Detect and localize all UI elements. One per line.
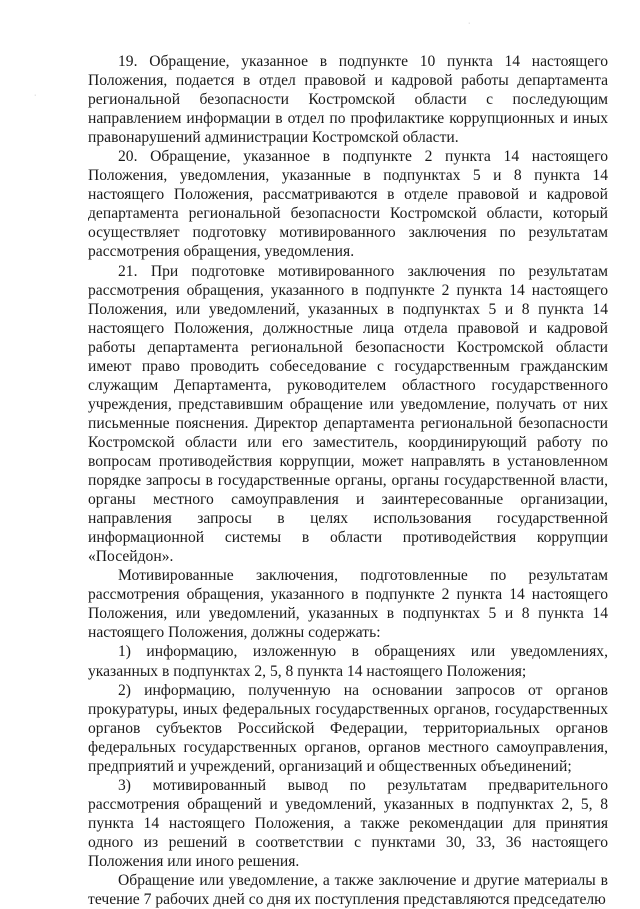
paragraph-conclusions-intro: Мотивированные заключения, подготовленные по результатам рассмотрения обращения, указанного в подпункте 2 пункта 14 настоящего Положения, или уведомлений, указанных в подпунктах 5 и 8 пункта 14 настоящего Положения, должны содержать: bbox=[88, 567, 608, 642]
list-item-2: 2) информацию, полученную на основании запросов от органов прокуратуры, иных федеральных государственных органов, государственных органов субъектов Российской Федерации, территориальных органов федеральных государственных органов, органов местного самоуправления, предприятий и учреждений, организаций и общественных объединений; bbox=[88, 681, 608, 775]
paragraph-materials: Обращение или уведомление, а также заключение и другие материалы в течение 7 рабочих дней со дня их поступления представляются председателю bbox=[88, 872, 608, 909]
paragraph-21: 21. При подготовке мотивированного заключения по результатам рассмотрения обращения, указанного в подпункте 2 пункта 14 настоящего Положения, или уведомлений, указанных в подпунктах 5 и 8 пункта 14 настоящего Положения, должностные лица отдела правовой и кадровой работы департамента региональной безопасности Костромской области имеют право проводить собеседование с государственным гражданским служащим Департамента, руководителем областного государственного учреждения, представившим обращение или уведомление, получать от них письменные пояснения. Директор департамента региональной безопасности Костромской области или его заместитель, координирующий работу по вопросам противодействия коррупции, может направлять в установленном порядке запросы в государственные органы, органы государственной власти, органы местного самоуправления и заинтересованные организации, направления запросы в целях использования государственной информационной системы в области противодействия коррупции «Посейдон». bbox=[88, 262, 608, 566]
paragraph-19: 19. Обращение, указанное в подпункте 10 пункта 14 настоящего Положения, подается в отдел правовой и кадровой работы департамента региональной безопасности Костромской области с последующим направлением информации в отдел по профилактике коррупционных и иных правонарушений администрации Костромской области. bbox=[88, 53, 608, 147]
paragraph-20: 20. Обращение, указанное в подпункте 2 пункта 14 настоящего Положения, уведомления, указанные в подпунктах 5 и 8 пункта 14 настоящего Положения, рассматриваются в отделе правовой и кадровой департамента региональной безопасности Костромской области, который осуществляет подготовку мотивированного заключения по результатам рассмотрения обращения, уведомления. bbox=[88, 148, 608, 261]
document-page bbox=[88, 52, 608, 909]
scan-speck: · bbox=[34, 92, 37, 99]
list-item-1: 1) информацию, изложенную в обращениях или уведомлениях, указанных в подпунктах 2, 5, 8 пункта 14 настоящего Положения; bbox=[88, 643, 608, 680]
list-item-3: 3) мотивированный вывод по результатам предварительного рассмотрения обращений и уведомлений, указанных в подпунктах 2, 5, 8 пункта 14 настоящего Положения, а также рекомендации для принятия одного из решений в соответствии с пунктами 30, 33, 36 настоящего Положения или иного решения. bbox=[88, 776, 608, 870]
scan-speck: · bbox=[468, 20, 471, 27]
